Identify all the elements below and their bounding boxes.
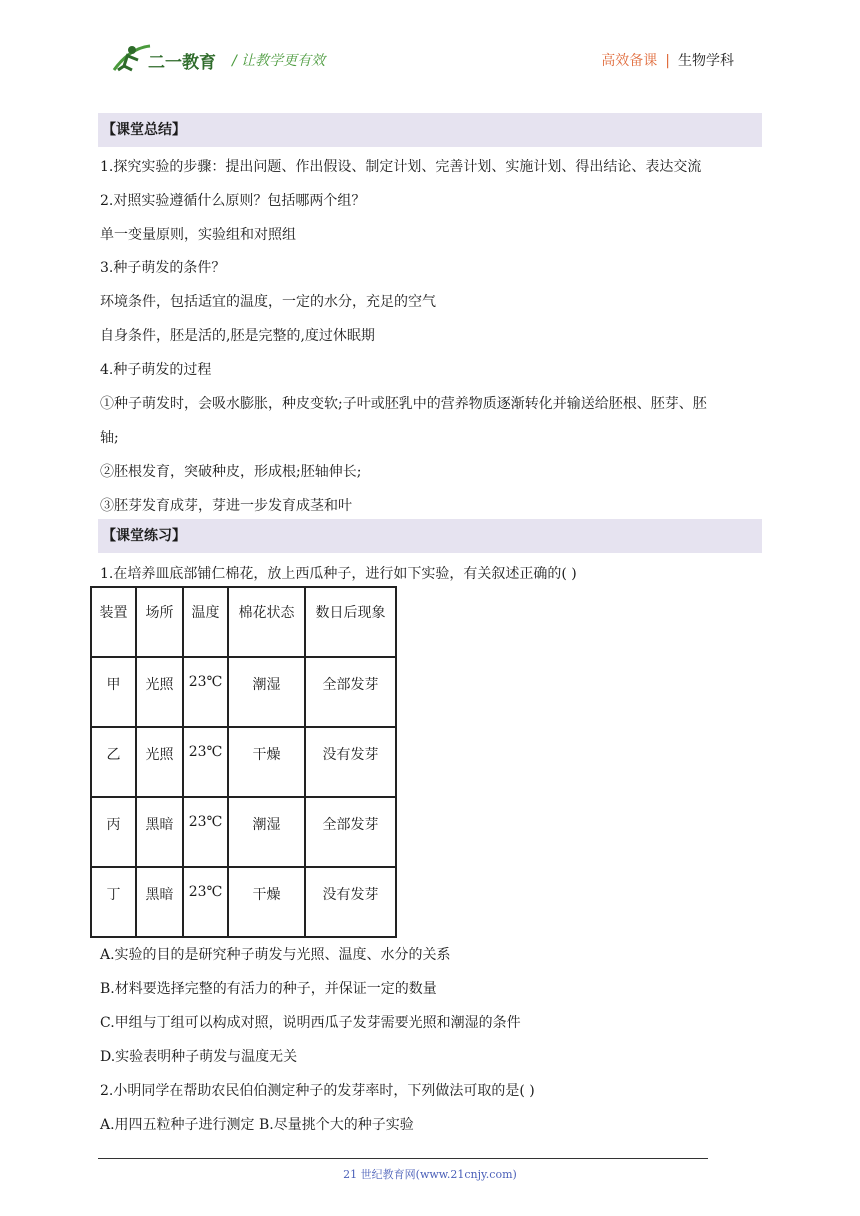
summary-line-11: ③胚芽发育成芽，芽进一步发育成茎和叶 <box>100 498 352 514</box>
summary-title: 【课堂总结】 <box>98 113 762 147</box>
table-row <box>91 797 396 867</box>
header-tag: 高效备课 <box>601 53 658 69</box>
practice-title: 【课堂练习】 <box>98 519 762 553</box>
table-cell: 全部发芽 <box>305 657 396 727</box>
question-1-option-c: C.甲组与丁组可以构成对照，说明西瓜子发芽需要光照和潮湿的条件 <box>100 1015 521 1031</box>
question-1: 1.在培养皿底部铺仁棉花，放上西瓜种子，进行如下实验，有关叙述正确的( ) <box>100 566 577 582</box>
summary-line-7: 4.种子萌发的过程 <box>100 362 212 378</box>
summary-line-8: ①种子萌发时，会吸水膨胀，种皮变软;子叶或胚乳中的营养物质逐渐转化并输送给胚根、胚芽、胚 <box>100 396 707 412</box>
summary-line-2: 2.对照实验遵循什么原则？包括哪两个组？ <box>100 193 366 209</box>
page-header <box>0 0 860 100</box>
header-subject-name: 生物学科 <box>678 53 734 69</box>
table-header-cell: 温度 <box>183 587 228 657</box>
table-cell: 23℃ <box>183 657 228 727</box>
table-cell: 没有发芽 <box>305 867 396 937</box>
table-cell: 全部发芽 <box>305 797 396 867</box>
table-cell: 黑暗 <box>136 797 183 867</box>
summary-line-10: ②胚根发育，突破种皮，形成根;胚轴伸长; <box>100 464 362 480</box>
table-header-cell: 装置 <box>91 587 136 657</box>
table-cell: 潮湿 <box>228 657 305 727</box>
question-1-option-d: D.实验表明种子萌发与温度无关 <box>100 1049 298 1065</box>
summary-line-4: 3.种子萌发的条件？ <box>100 260 226 276</box>
table-row <box>91 867 396 937</box>
table-cell: 潮湿 <box>228 797 305 867</box>
header-separator: | <box>665 53 670 69</box>
table-cell: 没有发芽 <box>305 727 396 797</box>
question-1-option-a: A.实验的目的是研究种子萌发与光照、温度、水分的关系 <box>100 947 451 963</box>
footer-divider <box>98 1158 708 1159</box>
summary-line-5: 环境条件，包括适宜的温度，一定的水分，充足的空气 <box>100 294 436 310</box>
table-cell: 乙 <box>91 727 136 797</box>
table-cell: 23℃ <box>183 727 228 797</box>
experiment-table <box>90 586 397 938</box>
table-cell: 干燥 <box>228 867 305 937</box>
question-2: 2.小明同学在帮助农民伯伯测定种子的发芽率时，下列做法可取的是( ) <box>100 1083 535 1099</box>
table-cell: 黑暗 <box>136 867 183 937</box>
header-slogan: / 让教学更有效 <box>232 53 326 69</box>
logo <box>110 40 220 76</box>
table-cell: 光照 <box>136 727 183 797</box>
table-header-cell: 棉花状态 <box>228 587 305 657</box>
table-cell: 丙 <box>91 797 136 867</box>
table-header-cell: 场所 <box>136 587 183 657</box>
summary-line-6: 自身条件，胚是活的,胚是完整的,度过休眠期 <box>100 328 375 344</box>
table-cell: 甲 <box>91 657 136 727</box>
question-2-options: A.用四五粒种子进行测定 B.尽量挑个大的种子实验 <box>100 1117 414 1133</box>
table-header-cell: 数日后现象 <box>305 587 396 657</box>
logo-text: 二一教育 <box>148 53 216 73</box>
summary-line-3: 单一变量原则，实验组和对照组 <box>100 227 296 243</box>
table-row <box>91 657 396 727</box>
table-cell: 丁 <box>91 867 136 937</box>
summary-line-1: 1.探究实验的步骤：提出问题、作出假设、制定计划、完善计划、实施计划、得出结论、表达交流 <box>100 159 702 175</box>
table-cell: 23℃ <box>183 867 228 937</box>
table-cell: 光照 <box>136 657 183 727</box>
table-header-row <box>91 587 396 657</box>
header-subject <box>601 50 734 70</box>
table-cell: 23℃ <box>183 797 228 867</box>
table-row <box>91 727 396 797</box>
question-1-option-b: B.材料要选择完整的有活力的种子，并保证一定的数量 <box>100 981 437 997</box>
page-footer: 21 世纪教育网(www.21cnjy.com) <box>343 1168 517 1181</box>
summary-line-9: 轴; <box>100 430 119 446</box>
table-cell: 干燥 <box>228 727 305 797</box>
